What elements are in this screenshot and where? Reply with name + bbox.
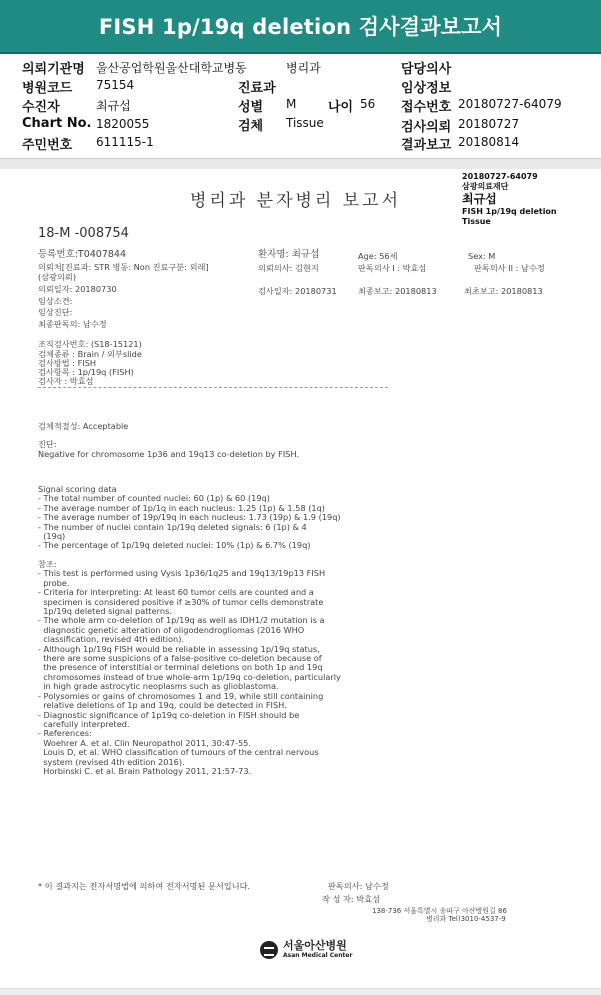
reader-two: 판독의사 II : 남수정 <box>474 263 545 273</box>
age-label: 나이 <box>328 100 354 115</box>
request-value: 20180727 <box>458 117 520 131</box>
report-date-label: 결과보고 <box>401 138 452 153</box>
final-reader: 최종판독의: 남수정 <box>38 319 107 329</box>
diagnosis-label: 진단: <box>38 439 57 449</box>
request-label: 검사의뢰 <box>401 120 452 135</box>
stamp-org: 삼광의료재단 <box>462 182 509 191</box>
patient-sex: Sex: M <box>468 251 496 261</box>
author-signature: 작 성 자: 박효섬 <box>322 894 381 904</box>
report-banner <box>0 0 601 54</box>
test-item: 검사항목 : 1p/19q (FISH) <box>38 367 134 377</box>
age-value: 56 <box>360 97 376 111</box>
registration-number: 등록번호:T0407844 <box>38 249 127 260</box>
specimen-value: Tissue <box>286 116 324 130</box>
institution-value: 울산공업학원울산대학교병동 <box>96 61 247 75</box>
chart-value: 1820055 <box>96 117 150 131</box>
logo-korean: 서울아산병원 <box>283 939 347 952</box>
stamp-receipt: 20180727-64079 <box>462 172 538 181</box>
esign-notice: * 이 결과지는 전자서명법에 의하여 전자서명된 문서입니다. <box>38 881 251 891</box>
exam-date: 검사일자: 20180731 <box>258 286 337 296</box>
hospital-phone: 병리과 Tel)3010-4537-9 <box>426 915 506 923</box>
stamp-specimen: Tissue <box>462 217 491 226</box>
request-date: 의뢰일자: 20180730 <box>38 284 117 294</box>
reference-notes: 참조: - This test is performed using Vysis 1p36/1q25 and 19q13/19p13 FISH probe. - Criteria for interpreting: At least 60 tumor cells are counted and a specimen is considered positive if ≥30% of tumor cells demonstrate 1p/19q deleted signal patterns. - The whole arm co-deletion of 1p/19q as well as IDH1/2 mutation is a diagnostic genetic alteration of oligodendrogliomas (2016 WHO classification, revised 4th edition). - Although 1p/19q FISH would be reliable in assessing 1p/19q status, there are some suspicions of a false-positive co-deletion because of the presence of interstitial or terminal deletions on both 1p and 19q chromosomes instead of true whole-arm 1p/19q co-deletion, particularly in high grade astrocytic neoplasms such as glioblastoma. - Polysomies or gains of chromosomes 1 and 19, while still containing relative deletions of 1p and 19q, could be detected in FISH. - Diagnostic significance of 1p19q co-deletion in FISH should be carefully interpreted. - References: Woehrer A. et al. Clin Neuropathol 2011, 30:47-55. Louis D, et al. WHO classification of tumours of the central nervous system (revised 4th edition 2016). Horbinski C. et al. Brain Pathology 2011, 21:57-73. <box>38 559 341 776</box>
examiner: 검사자 : 박효섬 <box>38 376 94 386</box>
logo-english: Asan Medical Center <box>283 952 353 959</box>
report-heading: 병리과 분자병리 보고서 <box>190 191 402 211</box>
receipt-label: 접수번호 <box>401 100 452 115</box>
id-label: 주민번호 <box>22 138 73 153</box>
stamp-test: FISH 1p/19q deletion <box>462 207 557 216</box>
report-title: FISH 1p/19q deletion 검사결과보고서 <box>98 15 503 39</box>
referral-hospital: (삼광의뢰) <box>38 272 77 282</box>
header-info <box>0 54 601 154</box>
scanned-report <box>0 168 601 994</box>
clinical-info-label: 임상정보 <box>401 81 452 96</box>
stamp-name: 최규섭 <box>462 192 497 206</box>
case-number: 18-M -008754 <box>38 226 129 241</box>
specimen-adequacy: 검체적절성: Acceptable <box>38 421 129 431</box>
id-value: 611115-1 <box>96 135 154 149</box>
dept-value: 병리과 <box>286 61 321 75</box>
tissue-number: 조직검사번호: (S18-15121) <box>38 339 142 349</box>
sample-stamp <box>462 172 557 227</box>
hospital-code-value: 75154 <box>96 78 135 92</box>
hospital-address: 138-736 서울특별시 송파구 아산병원길 86 <box>372 907 507 915</box>
first-report-date: 최초보고: 20180813 <box>464 286 543 296</box>
dept-label: 진료과 <box>238 81 276 96</box>
clinical-diagnosis: 임상진단: <box>38 307 73 317</box>
asan-logo-icon <box>260 941 278 959</box>
signal-scoring-data: Signal scoring data - The total number of counted nuclei: 60 (1p) & 60 (19q) - The average number of 1p/1q in each nucleus: 1.25 (1p) & 1.58 (1q) - The average number of 19p/19q in each nucleus: 1.73 (19p) & 1.9 (19q) - The number of nuclei contain 1p/19q deleted signals: 6 (1p) & 4 (19q) - The percentage of 1p/19q deleted nuclei: 10% (1p) & 6.7% (19q) <box>38 484 341 551</box>
sex-label: 성별 <box>238 100 264 115</box>
patient-label: 수진자 <box>22 100 60 115</box>
sex-value: M <box>286 97 297 111</box>
diagnosis-text: Negative for chromosome 1p36 and 19q13 co-deletion by FISH. <box>38 449 300 459</box>
patient-age: Age: 56세 <box>358 251 398 261</box>
reader-one: 판독의사 I : 박효섬 <box>358 263 427 273</box>
reader-signature: 판독의사: 남수정 <box>328 881 389 891</box>
institution-label: 의뢰기관명 <box>22 62 85 77</box>
clinical-findings: 임상소견: <box>38 296 73 306</box>
receipt-value: 20180727-64079 <box>458 97 562 111</box>
patient-value: 최규섭 <box>96 99 131 113</box>
specimen-label: 검체 <box>238 119 264 134</box>
hospital-logo <box>260 940 352 960</box>
final-report-date: 최종보고: 20180813 <box>358 286 437 296</box>
doctor-label: 담당의사 <box>401 62 452 77</box>
test-method: 검사방법 : FISH <box>38 358 97 368</box>
requesting-doctor: 의뢰의사: 김현지 <box>258 263 319 273</box>
report-date-value: 20180814 <box>458 135 520 149</box>
chart-label: Chart No. <box>22 116 92 131</box>
patient-name: 환자명: 최규섭 <box>258 249 320 260</box>
specimen-type: 검체종류 : Brain / 외부slide <box>38 349 142 359</box>
hospital-code-label: 병원코드 <box>22 81 73 96</box>
referral-info: 의뢰처[진료과: STR 병동: Non 진료구분: 외래] <box>38 262 209 272</box>
dashed-divider <box>38 387 388 388</box>
